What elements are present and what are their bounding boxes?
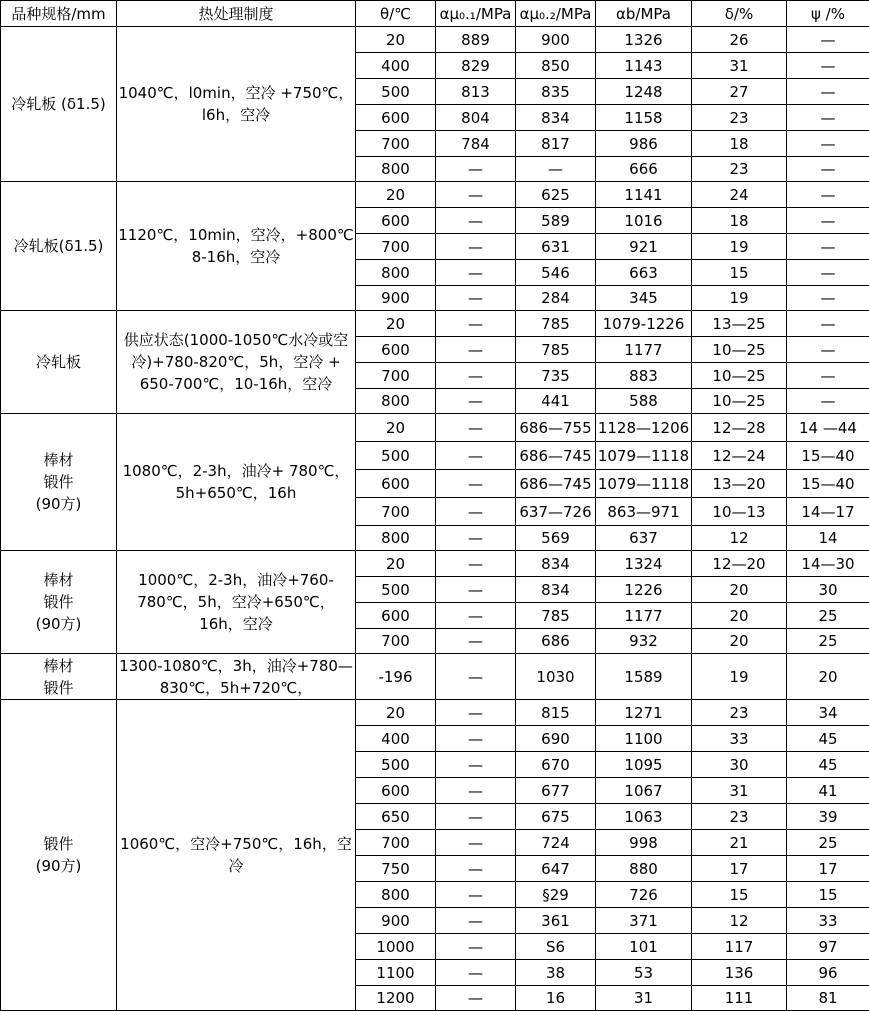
proof-stress-01-cell: — <box>436 882 516 908</box>
elongation-cell: 18 <box>692 131 787 157</box>
proof-stress-01-cell: — <box>436 654 516 700</box>
tensile-strength-cell: 1248 <box>596 79 692 105</box>
tensile-strength-cell: 932 <box>596 629 692 654</box>
table-row <box>1 311 869 337</box>
treatment-cell: 1080℃，2-3h，油冷+ 780℃，5h+650℃，16h <box>117 414 356 551</box>
reduction-of-area-cell: — <box>787 53 869 79</box>
proof-stress-02-cell: 647 <box>516 856 596 882</box>
tensile-strength-cell: 1271 <box>596 700 692 726</box>
tensile-strength-cell: 1226 <box>596 577 692 603</box>
reduction-of-area-cell: — <box>787 260 869 286</box>
temperature-cell: 500 <box>356 79 436 105</box>
proof-stress-01-cell: — <box>436 934 516 960</box>
proof-stress-01-cell: — <box>436 629 516 654</box>
table-row <box>1 551 869 577</box>
tensile-strength-cell: 1143 <box>596 53 692 79</box>
temperature-cell: 600 <box>356 337 436 363</box>
temperature-cell: 800 <box>356 526 436 551</box>
table-row <box>1 27 869 53</box>
reduction-of-area-cell: — <box>787 105 869 131</box>
proof-stress-01-cell: — <box>436 577 516 603</box>
tensile-strength-cell: 1128—1206 <box>596 414 692 442</box>
proof-stress-02-cell: 785 <box>516 337 596 363</box>
table-row <box>1 414 869 442</box>
tensile-strength-cell: 1079-1226 <box>596 311 692 337</box>
proof-stress-02-cell: 546 <box>516 260 596 286</box>
temperature-cell: 500 <box>356 577 436 603</box>
treatment-cell: 1000℃，2-3h，油冷+760-780℃，5h，空冷+650℃，16h，空冷 <box>117 551 356 654</box>
proof-stress-02-cell: — <box>516 157 596 182</box>
proof-stress-02-cell: 637—726 <box>516 498 596 526</box>
proof-stress-01-cell: 784 <box>436 131 516 157</box>
tensile-strength-cell: 883 <box>596 363 692 389</box>
elongation-cell: 30 <box>692 752 787 778</box>
temperature-cell: 500 <box>356 442 436 470</box>
temperature-cell: 800 <box>356 260 436 286</box>
proof-stress-01-cell: — <box>436 498 516 526</box>
elongation-cell: 12 <box>692 908 787 934</box>
elongation-cell: 27 <box>692 79 787 105</box>
elongation-cell: 21 <box>692 830 787 856</box>
elongation-cell: 12—28 <box>692 414 787 442</box>
proof-stress-02-cell: 690 <box>516 726 596 752</box>
proof-stress-01-cell: — <box>436 603 516 629</box>
treatment-cell: 供应状态(1000-1050℃水冷或空冷)+780-820℃，5h，空冷 + 650-700℃，10-16h，空冷 <box>117 311 356 414</box>
proof-stress-02-cell: 38 <box>516 960 596 986</box>
proof-stress-01-cell: — <box>436 337 516 363</box>
header-reduction-of-area: ψ /% <box>787 1 869 27</box>
reduction-of-area-cell: 20 <box>787 654 869 700</box>
temperature-cell: 1200 <box>356 986 436 1011</box>
proof-stress-01-cell: — <box>436 363 516 389</box>
reduction-of-area-cell: — <box>787 157 869 182</box>
proof-stress-01-cell: 829 <box>436 53 516 79</box>
tensile-strength-cell: 1326 <box>596 27 692 53</box>
temperature-cell: 20 <box>356 700 436 726</box>
proof-stress-01-cell: — <box>436 260 516 286</box>
header-elongation: δ/% <box>692 1 787 27</box>
proof-stress-01-cell: — <box>436 804 516 830</box>
reduction-of-area-cell: 45 <box>787 726 869 752</box>
elongation-cell: 31 <box>692 53 787 79</box>
proof-stress-02-cell: 1030 <box>516 654 596 700</box>
header-tensile-strength: αb/MPa <box>596 1 692 27</box>
proof-stress-02-cell: S6 <box>516 934 596 960</box>
temperature-cell: -196 <box>356 654 436 700</box>
proof-stress-01-cell: — <box>436 986 516 1011</box>
treatment-cell: 1060℃，空冷+750℃，16h，空冷 <box>117 700 356 1011</box>
elongation-cell: 23 <box>692 804 787 830</box>
reduction-of-area-cell: 34 <box>787 700 869 726</box>
proof-stress-01-cell: — <box>436 157 516 182</box>
tensile-strength-cell: 1067 <box>596 778 692 804</box>
temperature-cell: 1100 <box>356 960 436 986</box>
tensile-strength-cell: 101 <box>596 934 692 960</box>
temperature-cell: 600 <box>356 105 436 131</box>
reduction-of-area-cell: 17 <box>787 856 869 882</box>
proof-stress-02-cell: §29 <box>516 882 596 908</box>
proof-stress-01-cell: 804 <box>436 105 516 131</box>
proof-stress-01-cell: — <box>436 752 516 778</box>
proof-stress-01-cell: — <box>436 908 516 934</box>
header-grade: 品种规格/mm <box>1 1 117 27</box>
tensile-strength-cell: 345 <box>596 286 692 311</box>
table-row <box>1 654 869 700</box>
tensile-strength-cell: 1016 <box>596 208 692 234</box>
reduction-of-area-cell: 14—30 <box>787 551 869 577</box>
header-proof-stress-02: αμ₀.₂/MPa <box>516 1 596 27</box>
tensile-strength-cell: 1177 <box>596 337 692 363</box>
reduction-of-area-cell: — <box>787 27 869 53</box>
elongation-cell: 15 <box>692 882 787 908</box>
temperature-cell: 800 <box>356 157 436 182</box>
proof-stress-02-cell: 284 <box>516 286 596 311</box>
proof-stress-01-cell: — <box>436 830 516 856</box>
proof-stress-01-cell: — <box>436 286 516 311</box>
temperature-cell: 400 <box>356 726 436 752</box>
elongation-cell: 23 <box>692 105 787 131</box>
reduction-of-area-cell: — <box>787 363 869 389</box>
elongation-cell: 19 <box>692 286 787 311</box>
reduction-of-area-cell: 25 <box>787 629 869 654</box>
proof-stress-02-cell: 724 <box>516 830 596 856</box>
tensile-strength-cell: 31 <box>596 986 692 1011</box>
temperature-cell: 800 <box>356 389 436 414</box>
proof-stress-02-cell: 686—745 <box>516 442 596 470</box>
proof-stress-02-cell: 670 <box>516 752 596 778</box>
temperature-cell: 750 <box>356 856 436 882</box>
proof-stress-01-cell: — <box>436 311 516 337</box>
proof-stress-02-cell: 834 <box>516 105 596 131</box>
reduction-of-area-cell: — <box>787 337 869 363</box>
proof-stress-02-cell: 785 <box>516 603 596 629</box>
temperature-cell: 700 <box>356 131 436 157</box>
elongation-cell: 10—25 <box>692 389 787 414</box>
proof-stress-02-cell: 834 <box>516 577 596 603</box>
header-temperature: θ/℃ <box>356 1 436 27</box>
elongation-cell: 31 <box>692 778 787 804</box>
elongation-cell: 15 <box>692 260 787 286</box>
tensile-strength-cell: 666 <box>596 157 692 182</box>
elongation-cell: 117 <box>692 934 787 960</box>
elongation-cell: 13—25 <box>692 311 787 337</box>
tensile-strength-cell: 921 <box>596 234 692 260</box>
elongation-cell: 19 <box>692 234 787 260</box>
tensile-strength-cell: 1324 <box>596 551 692 577</box>
tensile-strength-cell: 998 <box>596 830 692 856</box>
elongation-cell: 24 <box>692 182 787 208</box>
grade-cell: 冷轧板(δ1.5) <box>1 182 117 311</box>
reduction-of-area-cell: — <box>787 79 869 105</box>
elongation-cell: 33 <box>692 726 787 752</box>
proof-stress-02-cell: 675 <box>516 804 596 830</box>
reduction-of-area-cell: — <box>787 286 869 311</box>
proof-stress-02-cell: 835 <box>516 79 596 105</box>
treatment-cell: 1040℃，l0min，空冷 +750℃，l6h，空冷 <box>117 27 356 182</box>
proof-stress-02-cell: 361 <box>516 908 596 934</box>
elongation-cell: 23 <box>692 700 787 726</box>
proof-stress-01-cell: — <box>436 389 516 414</box>
elongation-cell: 17 <box>692 856 787 882</box>
proof-stress-02-cell: 834 <box>516 551 596 577</box>
proof-stress-02-cell: 817 <box>516 131 596 157</box>
proof-stress-02-cell: 631 <box>516 234 596 260</box>
elongation-cell: 12—24 <box>692 442 787 470</box>
elongation-cell: 26 <box>692 27 787 53</box>
elongation-cell: 12 <box>692 526 787 551</box>
temperature-cell: 400 <box>356 53 436 79</box>
proof-stress-01-cell: — <box>436 182 516 208</box>
proof-stress-01-cell: — <box>436 856 516 882</box>
elongation-cell: 10—25 <box>692 363 787 389</box>
tensile-strength-cell: 53 <box>596 960 692 986</box>
proof-stress-01-cell: 889 <box>436 27 516 53</box>
header-row <box>1 1 869 27</box>
tensile-strength-cell: 880 <box>596 856 692 882</box>
elongation-cell: 23 <box>692 157 787 182</box>
temperature-cell: 500 <box>356 752 436 778</box>
tensile-strength-cell: 1177 <box>596 603 692 629</box>
tensile-strength-cell: 1063 <box>596 804 692 830</box>
proof-stress-02-cell: 686—755 <box>516 414 596 442</box>
tensile-strength-cell: 1079—1118 <box>596 470 692 498</box>
proof-stress-02-cell: 785 <box>516 311 596 337</box>
grade-cell: 棒材 锻件 <box>1 654 117 700</box>
reduction-of-area-cell: 15—40 <box>787 470 869 498</box>
grade-cell: 锻件 (90方) <box>1 700 117 1011</box>
grade-cell: 冷轧板 (δ1.5) <box>1 27 117 182</box>
header-treatment: 热处理制度 <box>117 1 356 27</box>
proof-stress-01-cell: 813 <box>436 79 516 105</box>
grade-cell: 棒材 锻件 (90方) <box>1 414 117 551</box>
table-row <box>1 700 869 726</box>
temperature-cell: 700 <box>356 234 436 260</box>
temperature-cell: 20 <box>356 27 436 53</box>
proof-stress-02-cell: 589 <box>516 208 596 234</box>
temperature-cell: 900 <box>356 286 436 311</box>
elongation-cell: 111 <box>692 986 787 1011</box>
treatment-cell: 1120℃，10min，空冷，+800℃ 8-16h，空冷 <box>117 182 356 311</box>
temperature-cell: 700 <box>356 363 436 389</box>
tensile-strength-cell: 1095 <box>596 752 692 778</box>
elongation-cell: 136 <box>692 960 787 986</box>
tensile-strength-cell: 986 <box>596 131 692 157</box>
tensile-strength-cell: 1141 <box>596 182 692 208</box>
tensile-strength-cell: 588 <box>596 389 692 414</box>
tensile-strength-cell: 637 <box>596 526 692 551</box>
temperature-cell: 650 <box>356 804 436 830</box>
elongation-cell: 20 <box>692 577 787 603</box>
tensile-strength-cell: 371 <box>596 908 692 934</box>
proof-stress-02-cell: 16 <box>516 986 596 1011</box>
treatment-cell: 1300-1080℃，3h，油冷+780—830℃，5h+720℃， <box>117 654 356 700</box>
reduction-of-area-cell: 41 <box>787 778 869 804</box>
header-proof-stress-01: αμ₀.₁/MPa <box>436 1 516 27</box>
reduction-of-area-cell: 96 <box>787 960 869 986</box>
reduction-of-area-cell: 97 <box>787 934 869 960</box>
reduction-of-area-cell: 15 <box>787 882 869 908</box>
reduction-of-area-cell: 30 <box>787 577 869 603</box>
elongation-cell: 12—20 <box>692 551 787 577</box>
temperature-cell: 1000 <box>356 934 436 960</box>
reduction-of-area-cell: 45 <box>787 752 869 778</box>
temperature-cell: 600 <box>356 603 436 629</box>
tensile-strength-cell: 1100 <box>596 726 692 752</box>
temperature-cell: 600 <box>356 470 436 498</box>
temperature-cell: 20 <box>356 551 436 577</box>
proof-stress-01-cell: — <box>436 414 516 442</box>
proof-stress-01-cell: — <box>436 442 516 470</box>
proof-stress-02-cell: 815 <box>516 700 596 726</box>
table-body <box>1 27 869 1011</box>
tensile-strength-cell: 863—971 <box>596 498 692 526</box>
temperature-cell: 600 <box>356 778 436 804</box>
tensile-strength-cell: 663 <box>596 260 692 286</box>
tensile-strength-cell: 726 <box>596 882 692 908</box>
elongation-cell: 10—13 <box>692 498 787 526</box>
proof-stress-02-cell: 686—745 <box>516 470 596 498</box>
reduction-of-area-cell: 25 <box>787 603 869 629</box>
reduction-of-area-cell: 33 <box>787 908 869 934</box>
temperature-cell: 700 <box>356 830 436 856</box>
proof-stress-01-cell: — <box>436 778 516 804</box>
proof-stress-02-cell: 625 <box>516 182 596 208</box>
proof-stress-01-cell: — <box>436 700 516 726</box>
proof-stress-01-cell: — <box>436 551 516 577</box>
reduction-of-area-cell: 39 <box>787 804 869 830</box>
reduction-of-area-cell: — <box>787 389 869 414</box>
grade-cell: 棒材 锻件 (90方) <box>1 551 117 654</box>
elongation-cell: 20 <box>692 603 787 629</box>
elongation-cell: 20 <box>692 629 787 654</box>
tensile-strength-cell: 1158 <box>596 105 692 131</box>
temperature-cell: 600 <box>356 208 436 234</box>
temperature-cell: 20 <box>356 414 436 442</box>
proof-stress-02-cell: 677 <box>516 778 596 804</box>
proof-stress-02-cell: 735 <box>516 363 596 389</box>
proof-stress-02-cell: 686 <box>516 629 596 654</box>
proof-stress-02-cell: 850 <box>516 53 596 79</box>
reduction-of-area-cell: — <box>787 208 869 234</box>
reduction-of-area-cell: — <box>787 311 869 337</box>
proof-stress-02-cell: 441 <box>516 389 596 414</box>
reduction-of-area-cell: 14 <box>787 526 869 551</box>
proof-stress-01-cell: — <box>436 208 516 234</box>
proof-stress-02-cell: 900 <box>516 27 596 53</box>
elongation-cell: 19 <box>692 654 787 700</box>
grade-cell: 冷轧板 <box>1 311 117 414</box>
elongation-cell: 13—20 <box>692 470 787 498</box>
tensile-strength-cell: 1079—1118 <box>596 442 692 470</box>
elongation-cell: 10—25 <box>692 337 787 363</box>
temperature-cell: 700 <box>356 629 436 654</box>
reduction-of-area-cell: 14—17 <box>787 498 869 526</box>
temperature-cell: 20 <box>356 311 436 337</box>
proof-stress-01-cell: — <box>436 726 516 752</box>
reduction-of-area-cell: — <box>787 234 869 260</box>
reduction-of-area-cell: 81 <box>787 986 869 1011</box>
elongation-cell: 18 <box>692 208 787 234</box>
reduction-of-area-cell: 15—40 <box>787 442 869 470</box>
proof-stress-01-cell: — <box>436 960 516 986</box>
table-row <box>1 182 869 208</box>
temperature-cell: 800 <box>356 882 436 908</box>
proof-stress-01-cell: — <box>436 526 516 551</box>
proof-stress-01-cell: — <box>436 470 516 498</box>
temperature-cell: 700 <box>356 498 436 526</box>
tensile-strength-cell: 1589 <box>596 654 692 700</box>
reduction-of-area-cell: — <box>787 131 869 157</box>
temperature-cell: 20 <box>356 182 436 208</box>
temperature-cell: 900 <box>356 908 436 934</box>
proof-stress-01-cell: — <box>436 234 516 260</box>
reduction-of-area-cell: 14 —44 <box>787 414 869 442</box>
reduction-of-area-cell: 25 <box>787 830 869 856</box>
proof-stress-02-cell: 569 <box>516 526 596 551</box>
reduction-of-area-cell: — <box>787 182 869 208</box>
